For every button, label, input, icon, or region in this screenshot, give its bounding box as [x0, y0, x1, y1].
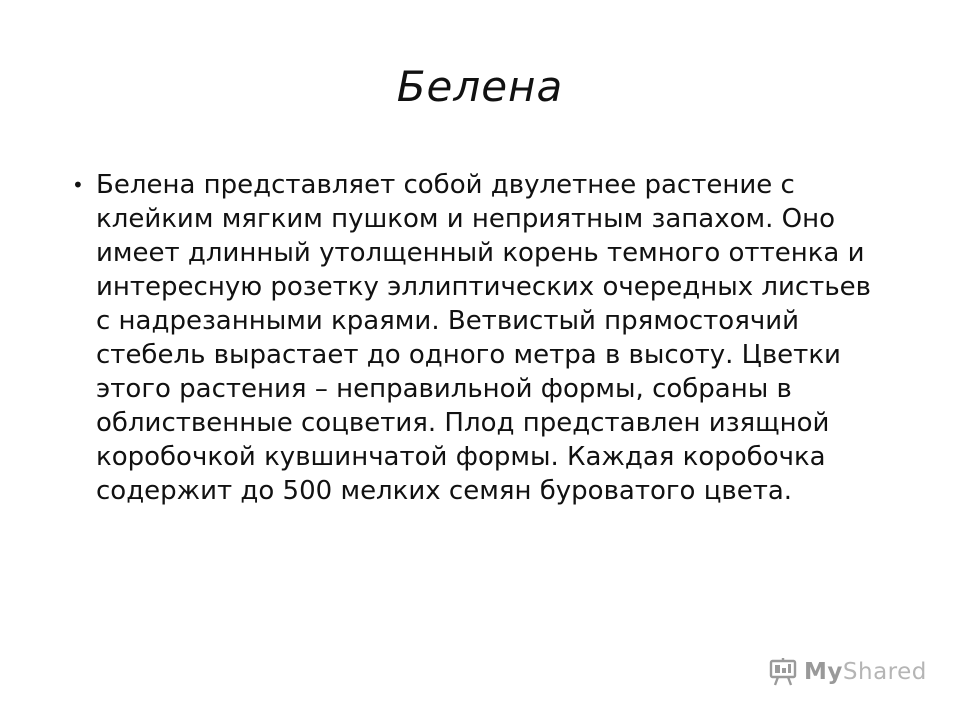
slide-title: Белена: [396, 62, 564, 111]
bullet-item: [72, 168, 872, 508]
slide-content: [72, 168, 872, 508]
watermark-logo: [768, 656, 927, 688]
bullet-text: Белена представляет собой двулетнее растение с клейким мягким пушком и неприятным запахом. Оно имеет длинный утолщенный корень темного оттенка и интересную розетку эллиптических очередных листьев с надрезанными краями. Ветвистый прямостоячий стебель вырастает до одного метра в высоту. Цветки этого растения – неправильной формы, собраны в облиственные соцветия. Плод представлен изящной коробочкой кувшинчатой формы. Каждая коробочка содержит до 500 мелких семян буроватого цвета.: [96, 170, 871, 506]
watermark-text: MyShared: [804, 659, 927, 685]
bullet-dot: •: [72, 173, 84, 197]
presentation-board-icon: [768, 657, 798, 687]
